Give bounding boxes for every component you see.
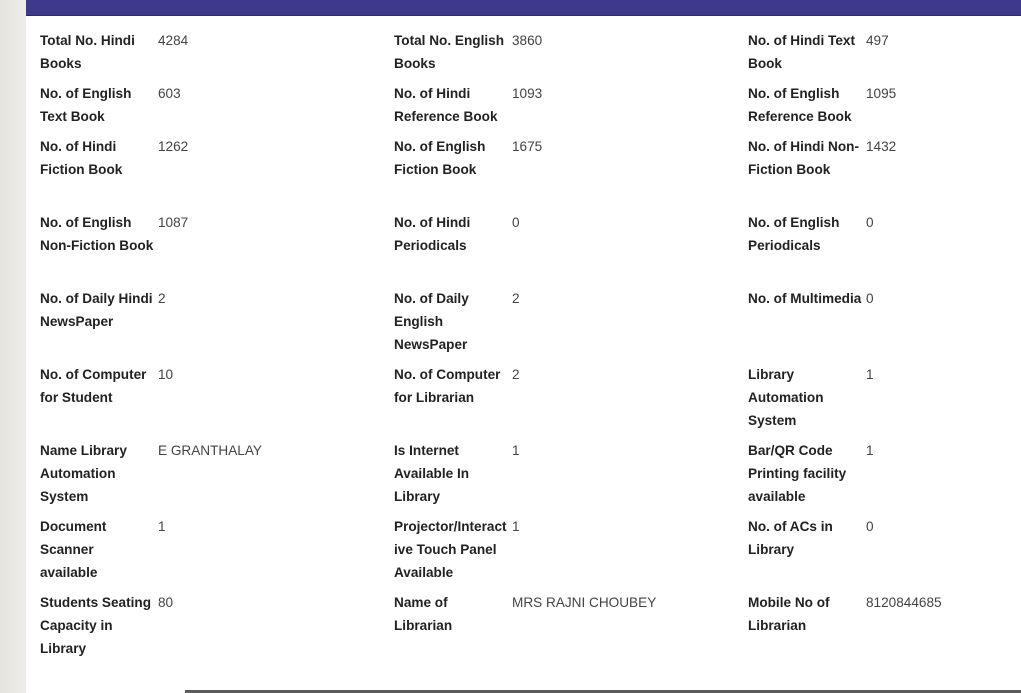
field-value: 1432	[866, 139, 897, 154]
field-label: No. of English Non-Fiction Book	[40, 215, 154, 253]
field-value: 0	[512, 215, 520, 230]
field-value: 2	[158, 291, 166, 306]
field-value: 497	[866, 33, 889, 48]
field-label: No. of Computer for Student	[40, 367, 147, 405]
field-label: No. of Daily Hindi NewsPaper	[40, 291, 153, 329]
field-value: 1	[512, 443, 520, 458]
page-margin	[0, 0, 26, 693]
field-label: Mobile No of Librarian	[748, 595, 830, 633]
field-label: Name of Librarian	[394, 595, 453, 633]
field-label: No. of English Periodicals	[748, 215, 840, 253]
field-value: 2	[512, 367, 520, 382]
field-value: 8120844685	[866, 595, 942, 610]
field-value: 1	[866, 367, 874, 382]
field-value: 80	[158, 595, 174, 610]
field-value: 1262	[158, 139, 189, 154]
field-label: Document Scanner available	[40, 519, 107, 580]
field-label: Total No. English Books	[394, 33, 505, 71]
field-value: 1	[158, 519, 166, 534]
field-value: 1087	[158, 215, 189, 230]
field-value: 603	[158, 86, 181, 101]
field-label: Library Automation System	[748, 367, 824, 428]
field-label: No. of ACs in Library	[748, 519, 833, 557]
field-label: No. of Hindi Fiction Book	[40, 139, 123, 177]
field-label: No. of Hindi Non-Fiction Book	[748, 139, 859, 177]
field-value: 0	[866, 215, 874, 230]
field-value: E GRANTHALAY	[158, 443, 262, 458]
field-label: Total No. Hindi Books	[40, 33, 135, 71]
field-label: Projector/Interactive Touch Panel Available	[394, 519, 507, 580]
field-label: No. of Hindi Reference Book	[394, 86, 498, 124]
field-value: 0	[866, 291, 874, 306]
field-value: 1093	[512, 86, 543, 101]
field-label: No. of Computer for Librarian	[394, 367, 501, 405]
field-label: Is Internet Available In Library	[394, 443, 470, 504]
field-value: 1095	[866, 86, 897, 101]
field-label: No. of English Text Book	[40, 86, 132, 124]
field-value: 3860	[512, 33, 543, 48]
field-label: Name Library Automation System	[40, 443, 127, 504]
field-value: 0	[866, 519, 874, 534]
field-label: No. of Daily English NewsPaper	[394, 291, 469, 352]
library-details-card	[26, 0, 1021, 693]
field-value: 1	[866, 443, 874, 458]
field-value: 1	[512, 519, 520, 534]
field-value: 4284	[158, 33, 189, 48]
field-label: No. of Hindi Text Book	[748, 33, 855, 71]
field-label: No. of Multimedia	[748, 291, 862, 306]
section-header-bar	[26, 0, 1021, 16]
field-label: No. of English Reference Book	[748, 86, 852, 124]
field-label: No. of Hindi Periodicals	[394, 215, 471, 253]
field-value: 10	[158, 367, 174, 382]
field-label: Students Seating Capacity in Library	[40, 595, 152, 656]
field-label: No. of English Fiction Book	[394, 139, 486, 177]
field-label: Bar/QR Code Printing facility available	[748, 443, 847, 504]
library-details-grid	[40, 30, 1020, 684]
field-value: 2	[512, 291, 520, 306]
field-value: 1675	[512, 139, 543, 154]
field-value: MRS RAJNI CHOUBEY	[512, 595, 657, 610]
